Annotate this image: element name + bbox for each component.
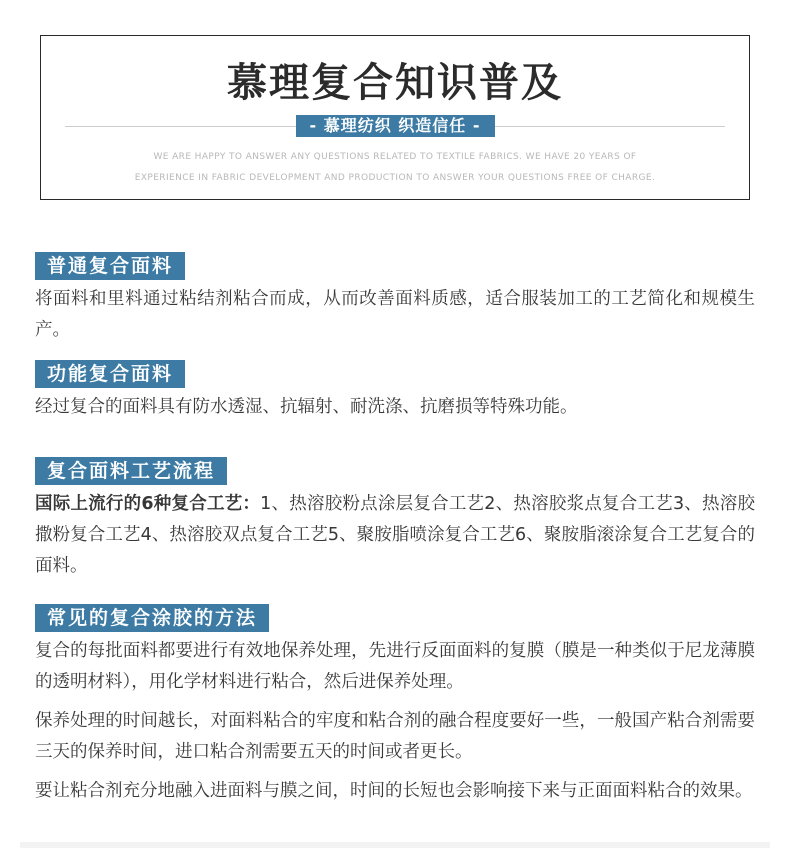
section-ordinary-composite-fabric xyxy=(35,200,755,346)
section-paragraph: 要让粘合剂充分地融入进面料与膜之间，时间的长短也会影响接下来与正面面料粘合的效果。 xyxy=(35,781,753,801)
section-paragraph: 复合的每批面料都要进行有效地保养处理，先进行反面面料的复膜（膜是一种类似于尼龙薄膜的透明材料），用化学材料进行粘合，然后进保养处理。 xyxy=(35,641,755,692)
next-block-top-strip xyxy=(20,842,770,848)
section-heading: 常见的复合涂胶的方法 xyxy=(35,604,269,632)
section-heading: 复合面料工艺流程 xyxy=(35,457,227,485)
english-tagline xyxy=(41,147,749,189)
header-box xyxy=(40,35,750,200)
tagline-line-1: WE ARE HAPPY TO ANSWER ANY QUESTIONS RELATED TO TEXTILE FABRICS. WE HAVE 20 YEARS OF xyxy=(153,152,637,162)
section-paragraph: 经过复合的面料具有防水透湿、抗辐射、耐洗涤、抗磨损等特殊功能。 xyxy=(35,397,578,417)
section-gluing-methods xyxy=(35,582,755,807)
brand-badge-row xyxy=(41,115,749,139)
tagline-line-2: EXPERIENCE IN FABRIC DEVELOPMENT AND PRODUCTION TO ANSWER YOUR QUESTIONS FREE OF CHARGE. xyxy=(134,173,656,183)
section-heading: 功能复合面料 xyxy=(35,360,185,388)
content-area xyxy=(35,200,755,807)
page-title: 慕理复合知识普及 xyxy=(227,59,563,106)
section-functional-composite-fabric xyxy=(35,346,755,423)
section-process-flow xyxy=(35,423,755,582)
section-paragraph: 将面料和里料通过粘结剂粘合而成，从而改善面料质感，适合服装加工的工艺简化和规模生产。 xyxy=(35,289,755,340)
paragraph-body: 1、热溶胶粉点涂层复合工艺2、热溶胶浆点复合工艺3、热溶胶撒粉复合工艺4、热溶胶双点复合工艺5、聚胺脂喷涂复合工艺6、聚胺脂滚涂复合工艺复合的面料。 xyxy=(35,494,755,576)
section-paragraph: 保养处理的时间越长，对面料粘合的牢度和粘合剂的融合程度要好一些，一般国产粘合剂需要三天的保养时间，进口粘合剂需要五天的时间或者更长。 xyxy=(35,711,755,762)
section-heading: 普通复合面料 xyxy=(35,252,185,280)
section-paragraph xyxy=(35,489,755,582)
paragraph-lead: 国际上流行的6种复合工艺： xyxy=(35,494,261,514)
brand-badge: - 慕理纺织 织造信任 - xyxy=(296,115,495,137)
